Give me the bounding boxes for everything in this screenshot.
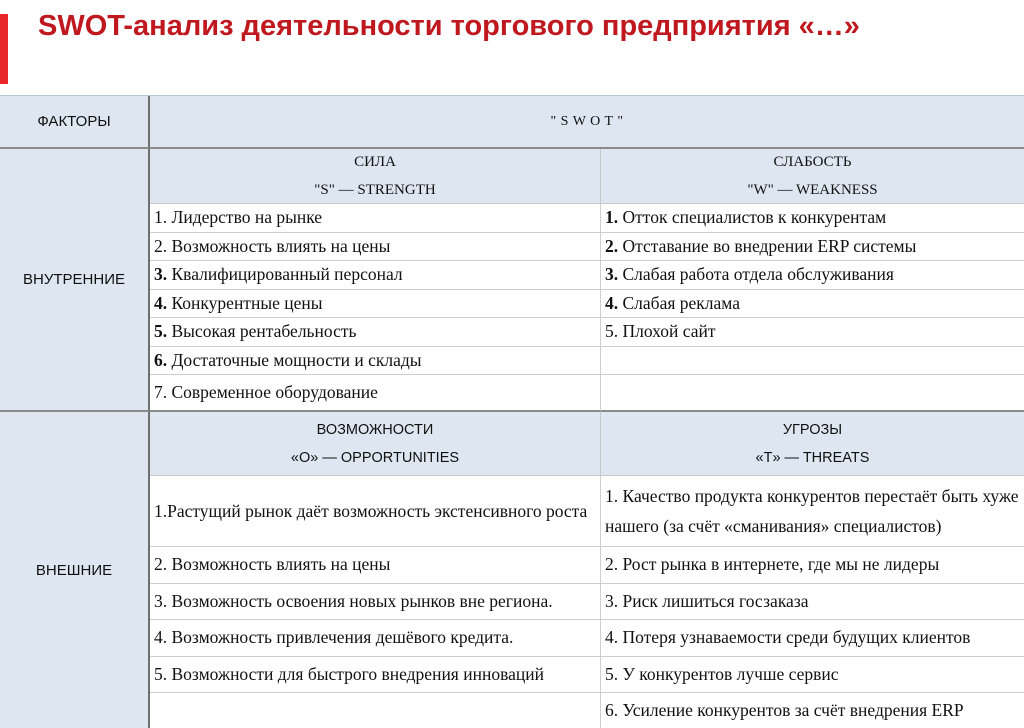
external-factors-label: ВНЕШНИЕ — [0, 412, 150, 728]
threat-item: 6. Усиление конкурентов за счёт внедрения ERP — [600, 693, 1024, 728]
opportunity-item: 3. Возможность освоения новых рынков вне региона. — [150, 584, 600, 621]
threat-item: 3. Риск лишиться госзаказа — [600, 584, 1024, 621]
title-accent-bar — [0, 14, 8, 84]
strength-item: 3. Квалифицированный персонал — [150, 261, 600, 290]
threat-item: 2. Рост рынка в интернете, где мы не лидеры — [600, 547, 1024, 584]
factors-header: ФАКТОРЫ — [0, 96, 150, 149]
threats-subtitle: «T» — THREATS — [755, 449, 870, 466]
strength-item: 2. Возможность влиять на цены — [150, 233, 600, 262]
threats-title: УГРОЗЫ — [782, 421, 843, 438]
weakness-item: 4. Слабая реклама — [600, 290, 1024, 319]
opportunity-item: 5. Возможности для быстрого внедрения инноваций — [150, 657, 600, 694]
weakness-item: 5. Плохой сайт — [600, 318, 1024, 347]
strength-item: 6. Достаточные мощности и склады — [150, 347, 600, 376]
weakness-title: СЛАБОСТЬ — [773, 154, 852, 170]
opportunities-title: ВОЗМОЖНОСТИ — [316, 421, 434, 438]
opportunity-item: 2. Возможность влиять на цены — [150, 547, 600, 584]
weakness-item: 2. Отставание во внедрении ERP системы — [600, 233, 1024, 262]
strength-item: 5. Высокая рентабельность — [150, 318, 600, 347]
strength-subtitle: "S" — STRENGTH — [314, 182, 436, 198]
threats-header — [600, 412, 1024, 476]
threat-item: 4. Потеря узнаваемости среди будущих клиентов — [600, 620, 1024, 657]
opportunity-item: 1.Растущий рынок даёт возможность экстенсивного роста — [150, 476, 600, 547]
strength-item: 4. Конкурентные цены — [150, 290, 600, 319]
swot-header: " S W O T " — [150, 96, 1024, 149]
slide-title: SWOT-анализ деятельности торгового предприятия «…» — [38, 10, 860, 42]
weakness-item: 3. Слабая работа отдела обслуживания — [600, 261, 1024, 290]
weakness-subtitle: "W" — WEAKNESS — [747, 182, 878, 198]
swot-table — [0, 95, 1024, 724]
strength-title: СИЛА — [354, 154, 396, 170]
opportunities-subtitle: «O» — OPPORTUNITIES — [290, 449, 460, 466]
strength-header — [150, 149, 600, 204]
weakness-item-empty — [600, 375, 1024, 412]
threat-item: 5. У конкурентов лучше сервис — [600, 657, 1024, 694]
opportunity-item: 4. Возможность привлечения дешёвого кредита. — [150, 620, 600, 657]
strength-item: 1. Лидерство на рынке — [150, 204, 600, 233]
weakness-header — [600, 149, 1024, 204]
strength-item: 7. Современное оборудование — [150, 375, 600, 412]
threat-item: 1. Качество продукта конкурентов перестаёт быть хуже нашего (за счёт «сманивания» специалистов) — [600, 476, 1024, 547]
weakness-item: 1. Отток специалистов к конкурентам — [600, 204, 1024, 233]
internal-factors-label: ВНУТРЕННИЕ — [0, 149, 150, 412]
weakness-item-empty — [600, 347, 1024, 376]
opportunities-header — [150, 412, 600, 476]
